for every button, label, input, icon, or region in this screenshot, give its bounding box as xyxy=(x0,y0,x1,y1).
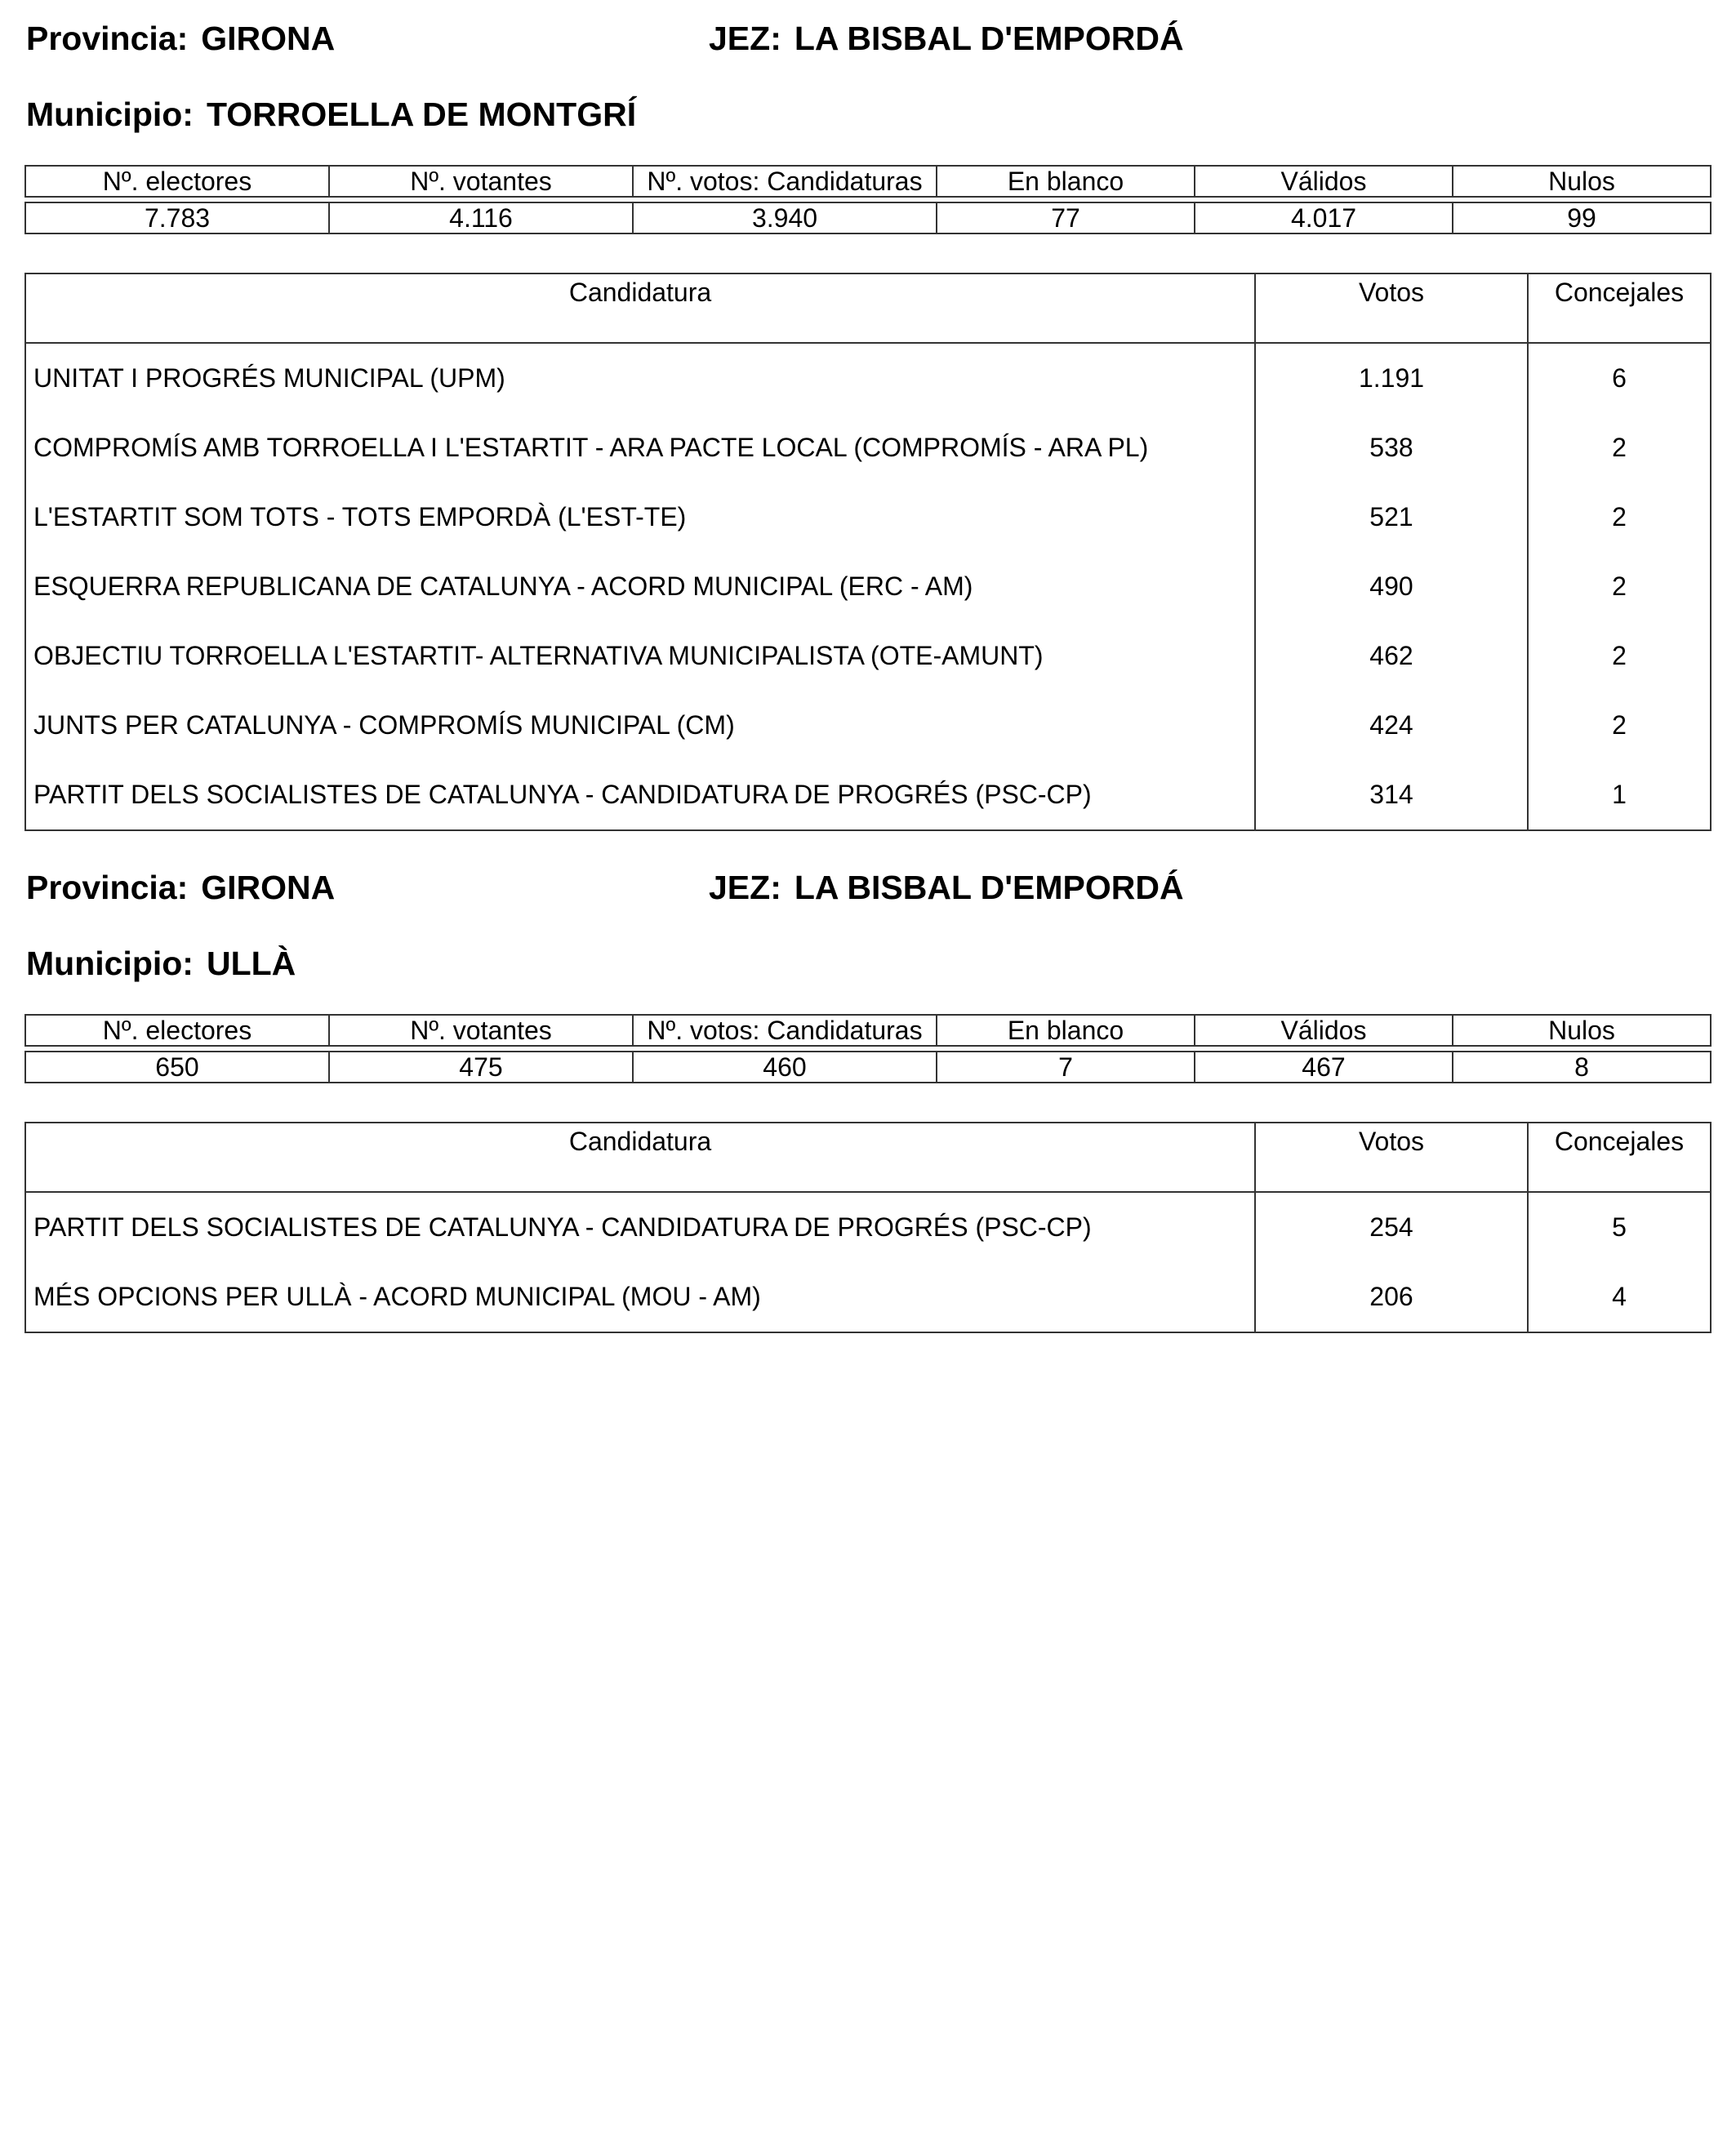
municipio-label: Municipio: xyxy=(26,96,194,133)
table-row xyxy=(25,760,1711,830)
provincia-label: Provincia: xyxy=(26,20,189,57)
header-votos: Votos xyxy=(1255,273,1528,343)
summary-header-cell: Nº. electores xyxy=(25,1015,329,1046)
header-concejales: Concejales xyxy=(1528,273,1711,343)
municipio-heading xyxy=(26,95,636,134)
summary-value-cell: 7.783 xyxy=(25,202,329,233)
jez-value: LA BISBAL D'EMPORDÁ xyxy=(794,20,1184,57)
summary-value-cell: 467 xyxy=(1195,1052,1453,1083)
party-votes: 254 xyxy=(1255,1192,1528,1262)
party-name: UNITAT I PROGRÉS MUNICIPAL (UPM) xyxy=(25,343,1255,413)
summary-gap xyxy=(25,1046,1711,1052)
summary-value-cell: 3.940 xyxy=(633,202,937,233)
party-name: OBJECTIU TORROELLA L'ESTARTIT- ALTERNATIVA MUNICIPALISTA (OTE-AMUNT) xyxy=(25,621,1255,691)
results-table xyxy=(24,273,1712,831)
provincia-heading xyxy=(26,19,335,58)
party-name: JUNTS PER CATALUNYA - COMPROMÍS MUNICIPAL (CM) xyxy=(25,691,1255,760)
header-candidatura: Candidatura xyxy=(25,1123,1255,1192)
jez-label: JEZ: xyxy=(709,869,781,906)
summary-value-cell: 650 xyxy=(25,1052,329,1083)
party-seats: 2 xyxy=(1528,621,1711,691)
jez-heading xyxy=(709,19,1184,58)
summary-value-cell: 4.116 xyxy=(329,202,633,233)
header-candidatura: Candidatura xyxy=(25,273,1255,343)
jez-heading xyxy=(709,868,1184,907)
municipio-label: Municipio: xyxy=(26,945,194,982)
summary-value-row xyxy=(25,1052,1711,1083)
jez-label: JEZ: xyxy=(709,20,781,57)
party-name: PARTIT DELS SOCIALISTES DE CATALUNYA - CANDIDATURA DE PROGRÉS (PSC-CP) xyxy=(25,1192,1255,1262)
party-votes: 538 xyxy=(1255,413,1528,482)
summary-value-cell: 99 xyxy=(1453,202,1711,233)
municipio-value: TORROELLA DE MONTGRÍ xyxy=(206,96,637,133)
party-name: MÉS OPCIONS PER ULLÀ - ACORD MUNICIPAL (MOU - AM) xyxy=(25,1262,1255,1332)
provincia-heading xyxy=(26,868,335,907)
summary-gap xyxy=(25,197,1711,202)
party-seats: 5 xyxy=(1528,1192,1711,1262)
party-seats: 6 xyxy=(1528,343,1711,413)
summary-header-cell: Válidos xyxy=(1195,166,1453,197)
summary-header-cell: Nº. votos: Candidaturas xyxy=(633,166,937,197)
summary-header-row xyxy=(25,1015,1711,1046)
table-row xyxy=(25,413,1711,482)
summary-value-cell: 8 xyxy=(1453,1052,1711,1083)
summary-value-cell: 460 xyxy=(633,1052,937,1083)
summary-value-cell: 77 xyxy=(937,202,1195,233)
table-row xyxy=(25,1192,1711,1262)
table-row xyxy=(25,621,1711,691)
party-seats: 2 xyxy=(1528,482,1711,552)
party-seats: 1 xyxy=(1528,760,1711,830)
summary-header-cell: Nulos xyxy=(1453,166,1711,197)
summary-header-cell: Válidos xyxy=(1195,1015,1453,1046)
table-row xyxy=(25,482,1711,552)
header-votos: Votos xyxy=(1255,1123,1528,1192)
jez-value: LA BISBAL D'EMPORDÁ xyxy=(794,869,1184,906)
summary-header-cell: Nº. votos: Candidaturas xyxy=(633,1015,937,1046)
municipio-heading xyxy=(26,944,296,983)
header-concejales: Concejales xyxy=(1528,1123,1711,1192)
party-seats: 2 xyxy=(1528,413,1711,482)
party-seats: 2 xyxy=(1528,552,1711,621)
summary-header-cell: Nº. votantes xyxy=(329,166,633,197)
provincia-value: GIRONA xyxy=(201,20,336,57)
party-seats: 2 xyxy=(1528,691,1711,760)
party-votes: 490 xyxy=(1255,552,1528,621)
party-votes: 521 xyxy=(1255,482,1528,552)
party-votes: 206 xyxy=(1255,1262,1528,1332)
municipio-value: ULLÀ xyxy=(206,945,296,982)
summary-value-cell: 7 xyxy=(937,1052,1195,1083)
results-header-row xyxy=(25,273,1711,343)
party-votes: 424 xyxy=(1255,691,1528,760)
party-votes: 462 xyxy=(1255,621,1528,691)
summary-header-cell: Nulos xyxy=(1453,1015,1711,1046)
summary-table xyxy=(24,165,1712,234)
summary-value-row xyxy=(25,202,1711,233)
summary-header-cell: En blanco xyxy=(937,166,1195,197)
results-table xyxy=(24,1122,1712,1333)
party-votes: 314 xyxy=(1255,760,1528,830)
provincia-label: Provincia: xyxy=(26,869,189,906)
summary-value-cell: 475 xyxy=(329,1052,633,1083)
table-row xyxy=(25,552,1711,621)
table-row xyxy=(25,691,1711,760)
party-seats: 4 xyxy=(1528,1262,1711,1332)
results-header-row xyxy=(25,1123,1711,1192)
party-votes: 1.191 xyxy=(1255,343,1528,413)
party-name: COMPROMÍS AMB TORROELLA I L'ESTARTIT - ARA PACTE LOCAL (COMPROMÍS - ARA PL) xyxy=(25,413,1255,482)
summary-table xyxy=(24,1014,1712,1083)
summary-header-cell: Nº. votantes xyxy=(329,1015,633,1046)
party-name: ESQUERRA REPUBLICANA DE CATALUNYA - ACORD MUNICIPAL (ERC - AM) xyxy=(25,552,1255,621)
party-name: L'ESTARTIT SOM TOTS - TOTS EMPORDÀ (L'EST-TE) xyxy=(25,482,1255,552)
summary-header-cell: En blanco xyxy=(937,1015,1195,1046)
summary-header-cell: Nº. electores xyxy=(25,166,329,197)
party-name: PARTIT DELS SOCIALISTES DE CATALUNYA - CANDIDATURA DE PROGRÉS (PSC-CP) xyxy=(25,760,1255,830)
table-row xyxy=(25,343,1711,413)
summary-header-row xyxy=(25,166,1711,197)
summary-value-cell: 4.017 xyxy=(1195,202,1453,233)
provincia-value: GIRONA xyxy=(201,869,336,906)
table-row xyxy=(25,1262,1711,1332)
